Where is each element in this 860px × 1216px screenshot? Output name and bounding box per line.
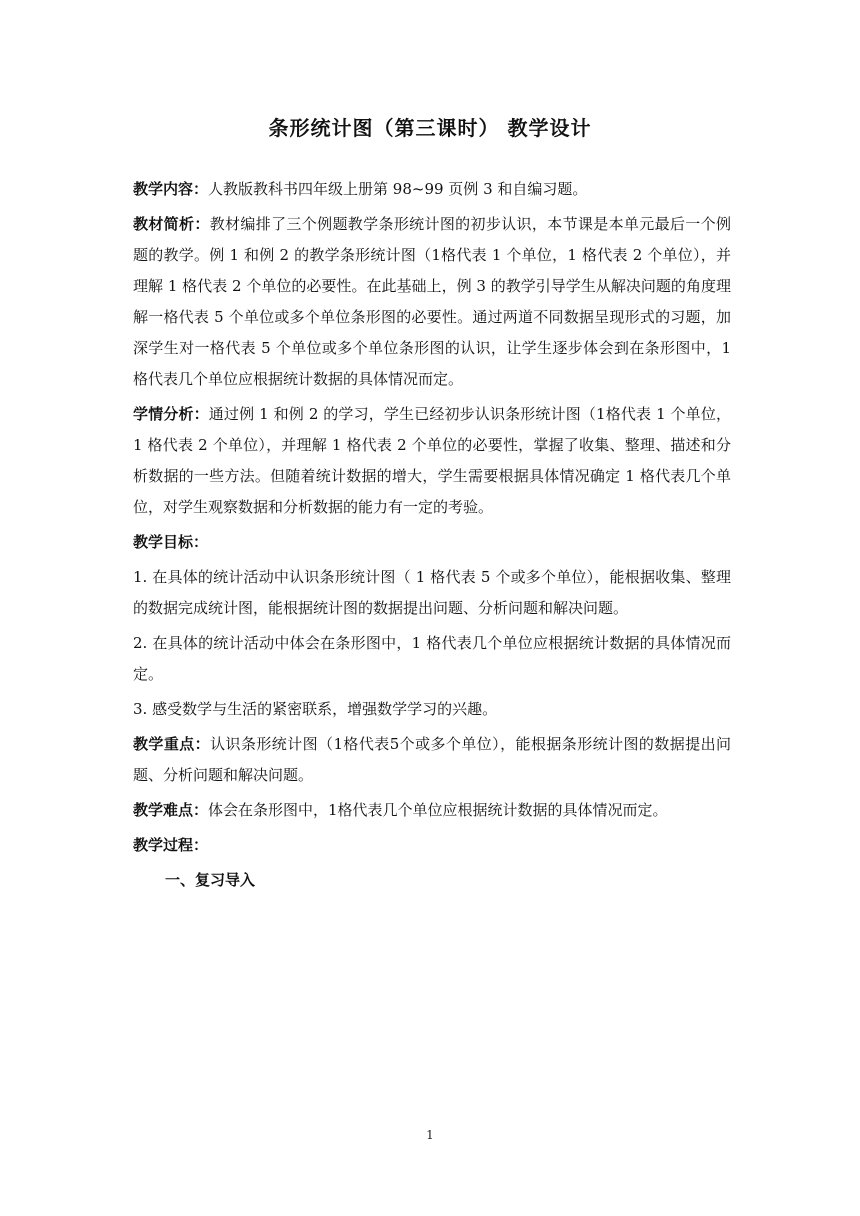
difficulty-paragraph bbox=[133, 795, 731, 826]
teaching-content-paragraph bbox=[133, 174, 731, 205]
textbook-analysis-label: 教材简析： bbox=[133, 215, 210, 233]
student-analysis-text: 通过例 1 和例 2 的学习，学生已经初步认识条形统计图（1格代表 1 个单位，1 格代表 2 个单位），并理解 1 格代表 2 个单位的必要性，掌握了收集、整理、描述和分析数据的一些方法。但随着统计数据的增大，学生需要根据具体情况确定 1 格代表几个单位，对学生观察数据和分析数据的能力有一定的考验。 bbox=[133, 405, 731, 516]
teaching-goals-heading: 教学目标： bbox=[133, 533, 209, 551]
textbook-analysis-text: 教材编排了三个例题教学条形统计图的初步认识，本节课是本单元最后一个例题的教学。例 1 和例 2 的教学条形统计图（1格代表 1 个单位，1 格代表 2 个单位），并理解 1 格代表 2 个单位的必要性。在此基础上，例 3 的教学引导学生从解决问题的角度理解一格代表 5 个单位或多个单位条形图的必要性。通过两道不同数据呈现形式的习题，加深学生对一格代表 5 个单位或多个单位条形图的认识，让学生逐步体会到在条形图中，1 格代表几个单位应根据统计数据的具体情况而定。 bbox=[133, 215, 731, 388]
textbook-analysis-paragraph bbox=[133, 209, 731, 395]
goal-item-2: 2. 在具体的统计活动中体会在条形图中，1 格代表几个单位应根据统计数据的具体情况而定。 bbox=[133, 634, 731, 683]
process-step-review: 一、复习导入 bbox=[165, 871, 256, 889]
goal-item-3: 3. 感受数学与生活的紧密联系，增强数学学习的兴趣。 bbox=[133, 700, 498, 718]
key-point-label: 教学重点： bbox=[133, 735, 211, 753]
key-point-paragraph bbox=[133, 729, 731, 791]
goal-item-1: 1. 在具体的统计活动中认识条形统计图（ 1 格代表 5 个或多个单位），能根据收集、整理的数据完成统计图，能根据统计图的数据提出问题、分析问题和解决问题。 bbox=[133, 568, 731, 617]
difficulty-text: 体会在条形图中，1格代表几个单位应根据统计数据的具体情况而定。 bbox=[208, 801, 668, 819]
document-title: 条形统计图（第三课时） 教学设计 bbox=[268, 116, 592, 140]
difficulty-label: 教学难点： bbox=[133, 801, 209, 819]
teaching-process-heading: 教学过程： bbox=[133, 836, 209, 854]
student-analysis-label: 学情分析： bbox=[133, 405, 209, 423]
key-point-text: 认识条形统计图（1格代表5个或多个单位），能根据条形统计图的数据提出问题、分析问题和解决问题。 bbox=[133, 735, 731, 784]
teaching-content-text: 人教版教科书四年级上册第 98~99 页例 3 和自编习题。 bbox=[208, 180, 588, 198]
student-analysis-paragraph bbox=[133, 399, 731, 523]
page-number: 1 bbox=[426, 1128, 434, 1142]
document-body bbox=[133, 174, 731, 900]
teaching-content-label: 教学内容： bbox=[133, 180, 209, 198]
